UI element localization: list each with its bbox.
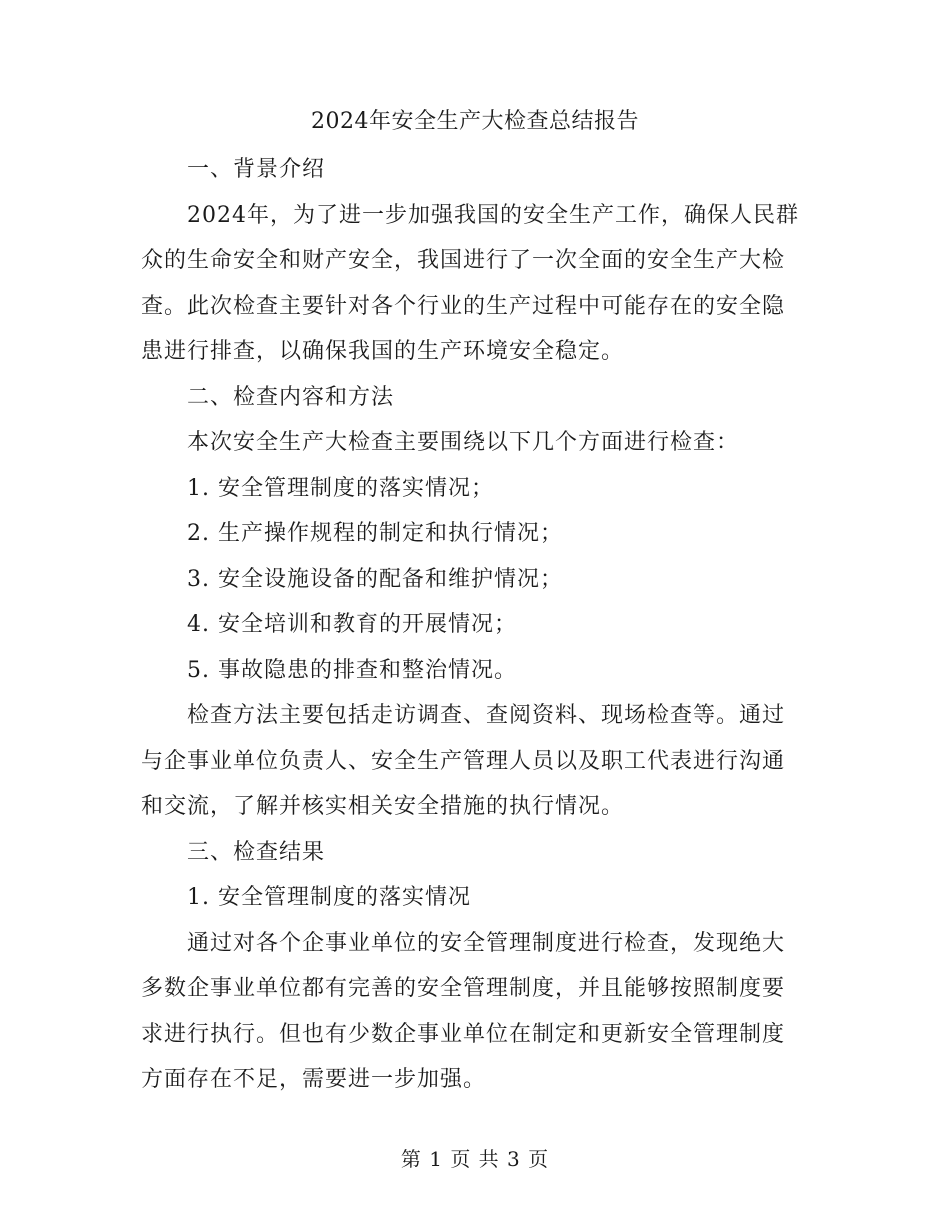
section-heading-content-method: 二、检查内容和方法 bbox=[187, 384, 395, 410]
footer-prefix: 第 bbox=[400, 1147, 422, 1171]
footer-total-pages: 3 bbox=[507, 1147, 521, 1171]
list-item-2: 2. 生产操作规程的制定和执行情况； bbox=[187, 521, 563, 546]
subsection-heading-management: 1. 安全管理制度的落实情况 bbox=[187, 885, 471, 910]
list-item-5: 5. 事故隐患的排查和整治情况。 bbox=[187, 657, 517, 683]
footer-current-page: 1 bbox=[429, 1147, 443, 1171]
paragraph-method: 检查方法主要包括走访调查、查阅资料、现场检查等。通过与企事业单位负责人、安全生产管理人员以及职工代表进行沟通和交流，了解并核实相关安全措施的执行情况。 bbox=[141, 703, 786, 819]
section-heading-background: 一、背景介绍 bbox=[187, 157, 326, 182]
document-title: 2024年安全生产大检查总结报告 bbox=[311, 109, 639, 134]
footer-middle: 页 共 bbox=[450, 1147, 500, 1171]
list-item-3: 3. 安全设施设备的配备和维护情况； bbox=[187, 566, 563, 592]
list-item-1: 1. 安全管理制度的落实情况； bbox=[187, 475, 494, 501]
section-heading-results: 三、检查结果 bbox=[187, 839, 326, 865]
paragraph-background: 2024年，为了进一步加强我国的安全生产工作，确保人民群众的生命安全和财产安全，我国进行了一次全面的安全生产大检查。此次检查主要针对各个行业的生产过程中可能存在的安全隐患进行排查，以确保我国的生产环境安全稳定。 bbox=[141, 202, 799, 364]
paragraph-scope-intro: 本次安全生产大检查主要围绕以下几个方面进行检查： bbox=[187, 430, 740, 455]
footer-suffix: 页 bbox=[528, 1147, 550, 1171]
list-item-4: 4. 安全培训和教育的开展情况； bbox=[187, 612, 517, 637]
paragraph-management-result: 通过对各个企事业单位的安全管理制度进行检查，发现绝大多数企事业单位都有完善的安全管理制度，并且能够按照制度要求进行执行。但也有少数企事业单位在制定和更新安全管理制度方面存在不足，需要进一步加强。 bbox=[141, 930, 786, 1092]
page-footer bbox=[0, 1144, 950, 1174]
document-body bbox=[141, 147, 801, 1103]
